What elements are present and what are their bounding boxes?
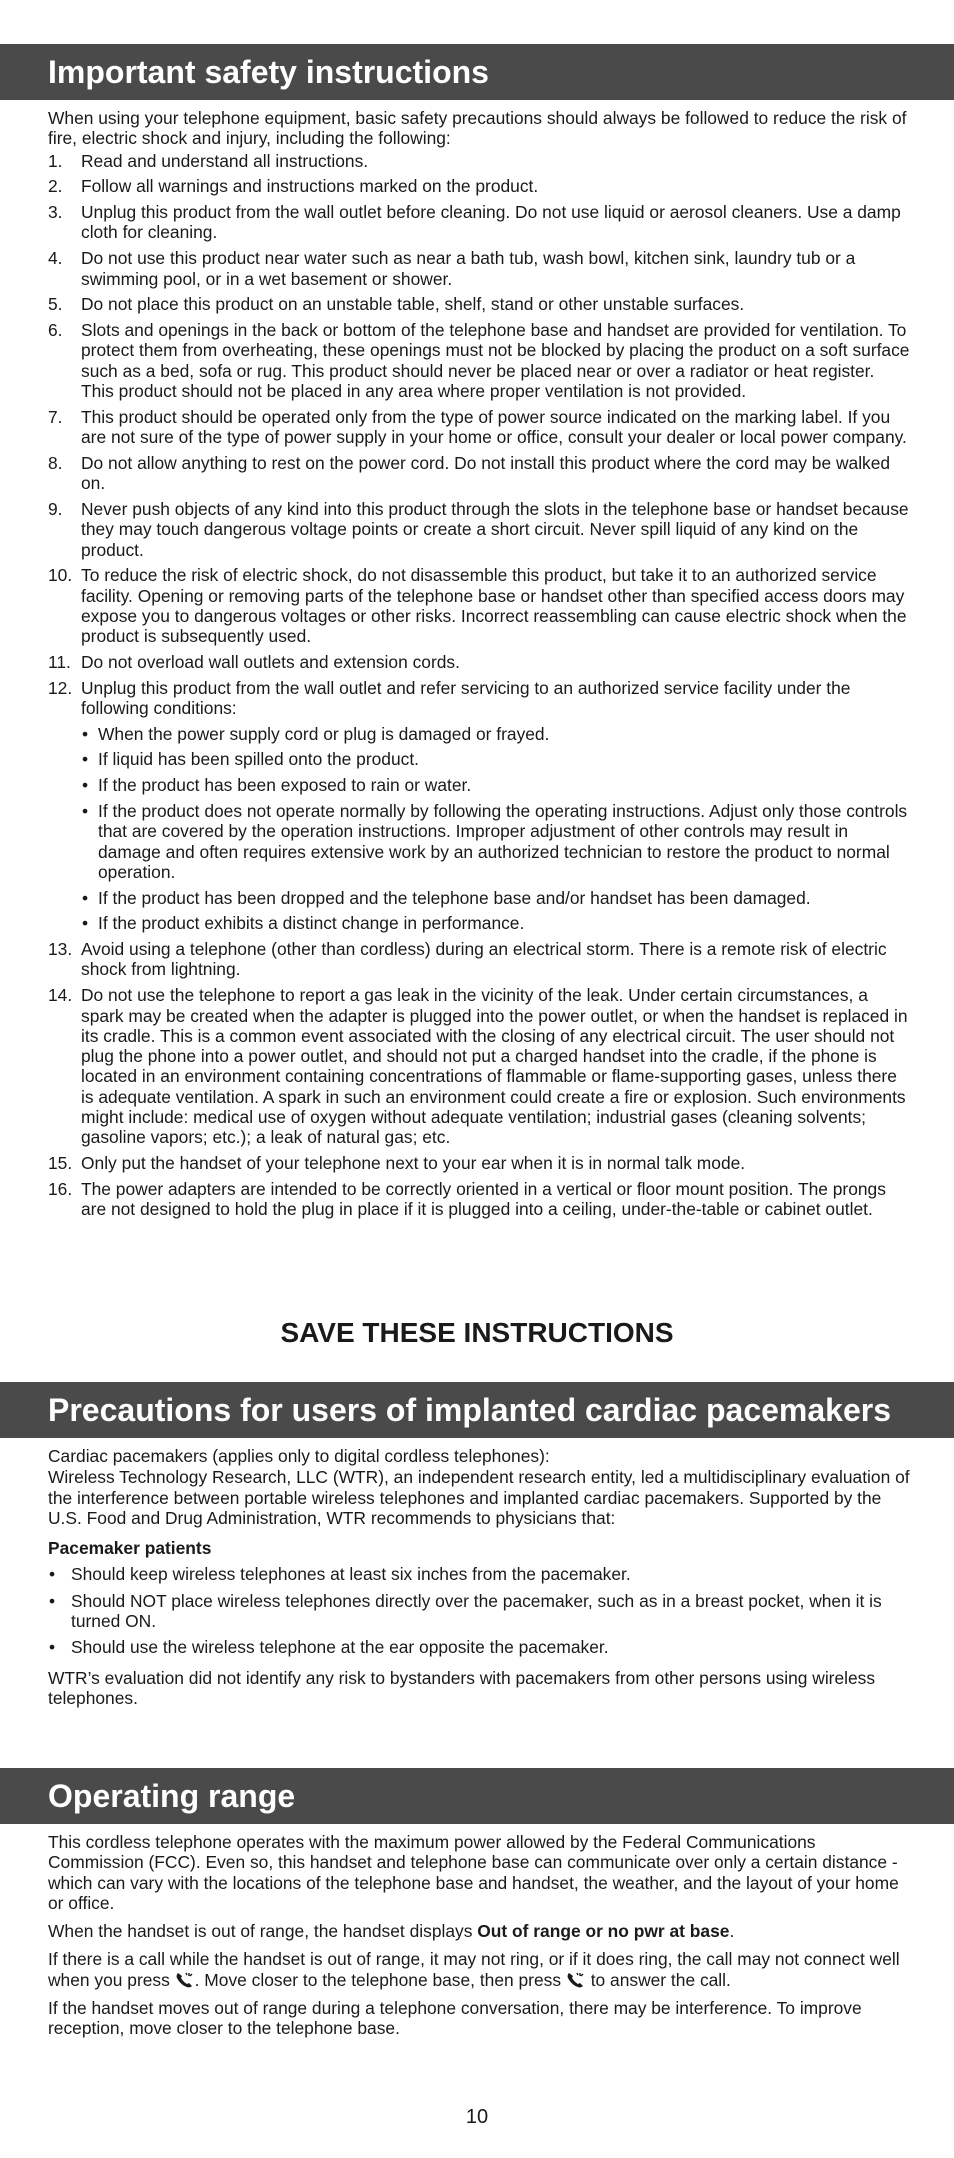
list-item-text: Slots and openings in the back or bottom of the telephone base and handset are provided for ventilation. To protect them from overheating, these openings must not be blocked by placing the product on a soft surface such as a bed, sofa or rug. This product should never be placed near or over a radiator or heat register. This product should not be placed in any area where proper ventilation is not provided. bbox=[81, 320, 910, 402]
list-item: • If liquid has been spilled onto the product. bbox=[81, 749, 910, 769]
list-item bbox=[48, 294, 910, 314]
list-item-number: 8. bbox=[48, 452, 63, 473]
range-para2-suffix: . bbox=[729, 1921, 735, 1942]
service-conditions-list bbox=[81, 724, 910, 934]
list-item bbox=[48, 678, 910, 934]
list-item bbox=[48, 985, 910, 1147]
list-item-text: Do not place this product on an unstable table, shelf, stand or other unstable surfaces. bbox=[81, 294, 745, 315]
list-item-number: 1. bbox=[48, 150, 63, 171]
list-item-text: Do not overload wall outlets and extension cords. bbox=[81, 652, 460, 673]
list-item bbox=[48, 407, 910, 448]
list-item-text: Do not allow anything to rest on the power cord. Do not install this product where the cord may be walked on. bbox=[81, 452, 891, 494]
list-item-text: Avoid using a telephone (other than cordless) during an electrical storm. There is a remote risk of electric shock from lightning. bbox=[81, 939, 887, 980]
pacemaker-line1: Cardiac pacemakers (applies only to digital cordless telephones): bbox=[48, 1446, 550, 1466]
list-item-text: Follow all warnings and instructions marked on the product. bbox=[81, 176, 539, 197]
safety-intro: When using your telephone equipment, basic safety precautions should always be followed to reduce the risk of fire, electric shock and injury, including the following: bbox=[48, 108, 907, 149]
list-item-number: 11. bbox=[48, 652, 71, 673]
list-item-text: Do not use the telephone to report a gas leak in the vicinity of the leak. Under certain circumstances, a spark may be created when the adapter is plugged into the power outlet, or when the handset is replaced in its cradle. This is a common event associated with the closing of any electrical circuit. The user should not plug the phone into a power outlet, and should not put a charged handset into the cradle, if the phone is located in an environment containing concentrations of flammable or flame-supporting gases, unless there is adequate ventilation. A spark in such an environment could create a fire or explosion. Such environments might include: medical use of oxygen without adequate ventilation; industrial gases (cleaning solvents; gasoline vapors; etc.); a leak of natural gas; etc. bbox=[81, 985, 908, 1148]
list-item-number: 16. bbox=[48, 1178, 73, 1199]
list-item bbox=[48, 248, 910, 289]
safety-list bbox=[48, 151, 910, 1220]
talk-phone-icon bbox=[175, 1971, 195, 1989]
list-item bbox=[48, 939, 910, 980]
list-item-text: Only put the handset of your telephone next to your ear when it is in normal talk mode. bbox=[81, 1153, 746, 1174]
section-title-pacemakers: Precautions for users of implanted cardiac pacemakers bbox=[48, 1392, 891, 1428]
list-item-number: 7. bbox=[48, 406, 63, 427]
pacemaker-para: Wireless Technology Research, LLC (WTR), an independent research entity, led a multidisciplinary evaluation of the interference between portable wireless telephones and implanted cardiac pacemakers. Supported by the U.S. Food and Drug Administration, WTR recommends to physicians that: bbox=[48, 1467, 910, 1528]
list-item: • Should NOT place wireless telephones directly over the pacemaker, such as in a breast pocket, when it is turned ON. bbox=[48, 1591, 910, 1632]
section-title-safety: Important safety instructions bbox=[48, 54, 489, 90]
list-item-text: Do not use this product near water such as near a bath tub, wash bowl, kitchen sink, laundry tub or a swimming pool, or in a wet basement or shower. bbox=[81, 248, 856, 289]
section-title-range: Operating range bbox=[48, 1778, 296, 1814]
list-item bbox=[48, 151, 910, 171]
list-item-number: 9. bbox=[48, 499, 63, 520]
pacemaker-subheading: Pacemaker patients bbox=[48, 1538, 212, 1559]
list-item: • If the product has been exposed to rain or water. bbox=[81, 775, 910, 795]
pacemaker-bullets bbox=[48, 1564, 910, 1657]
section-banner-safety bbox=[0, 44, 954, 100]
list-item: • If the product has been dropped and the telephone base and/or handset has been damaged. bbox=[81, 888, 910, 908]
page-number: 10 bbox=[465, 2106, 489, 2128]
list-item bbox=[48, 652, 910, 672]
list-item-text: This product should be operated only from the type of power source indicated on the marking label. If you are not sure of the type of power supply in your home or office, consult your dealer or local power company. bbox=[81, 406, 907, 448]
out-of-range-message: Out of range or no pwr at base bbox=[477, 1921, 730, 1942]
list-item bbox=[48, 1179, 910, 1220]
range-para1: This cordless telephone operates with the maximum power allowed by the Federal Communications Commission (FCC). Even so, this handset and telephone base can communicate over only a certain distance - which can vary with the locations of the telephone base and handset, the weather, and the layout of your home or office. bbox=[48, 1832, 899, 1913]
list-item bbox=[48, 565, 910, 646]
section-banner-range bbox=[0, 1768, 954, 1824]
section-banner-pacemakers bbox=[0, 1382, 954, 1438]
list-item-number: 3. bbox=[48, 202, 63, 223]
range-para3-part1: If there is a call while the handset is out of range, it may not ring, or if it does ring, the call may not connect well when you press bbox=[48, 1949, 900, 1990]
list-item-number: 15. bbox=[48, 1153, 73, 1174]
range-para2-prefix: When the handset is out of range, the handset displays bbox=[48, 1921, 478, 1942]
list-item: • If the product exhibits a distinct change in performance. bbox=[81, 913, 910, 933]
pacemaker-body bbox=[48, 1446, 910, 1714]
range-body bbox=[48, 1832, 910, 2045]
list-item-text: To reduce the risk of electric shock, do not disassemble this product, but take it to an authorized service facility. Opening or removing parts of the telephone base or handset other than specified access doors may expose you to dangerous voltages or other risks. Incorrect reassembling can cause electric shock when the product is subsequently used. bbox=[81, 565, 907, 647]
save-instructions: SAVE THESE INSTRUCTIONS bbox=[280, 1317, 674, 1348]
range-para3-part2: . Move closer to the telephone base, then press bbox=[194, 1969, 566, 1990]
list-item-text: Unplug this product from the wall outlet before cleaning. Do not use liquid or aerosol cleaners. Use a damp cloth for cleaning. bbox=[81, 202, 901, 243]
list-item bbox=[48, 320, 910, 401]
list-item bbox=[48, 499, 910, 560]
list-item bbox=[48, 453, 910, 494]
range-para4: If the handset moves out of range during a telephone conversation, there may be interference. To improve reception, move closer to the telephone base. bbox=[48, 1998, 862, 2039]
list-item: • If the product does not operate normally by following the operating instructions. Adjust only those controls that are covered by the operation instructions. Improper adjustment of other controls may result in damage and often requires extensive work by an authorized technician to restore the product to normal operation. bbox=[81, 801, 910, 882]
range-para3 bbox=[48, 1949, 910, 1990]
list-item bbox=[48, 1153, 910, 1173]
list-item: • Should keep wireless telephones at least six inches from the pacemaker. bbox=[48, 1564, 910, 1584]
list-item: • Should use the wireless telephone at the ear opposite the pacemaker. bbox=[48, 1637, 910, 1657]
list-item bbox=[48, 176, 910, 196]
list-item-text: Read and understand all instructions. bbox=[81, 150, 369, 171]
list-item-number: 6. bbox=[48, 320, 63, 341]
list-item-number: 13. bbox=[48, 939, 73, 960]
list-item-text: The power adapters are intended to be correctly oriented in a vertical or floor mount position. The prongs are not designed to hold the plug in place if it is plugged into a ceiling, under-the-table or cabinet outlet. bbox=[81, 1178, 886, 1220]
list-item: • When the power supply cord or plug is damaged or frayed. bbox=[81, 724, 910, 744]
list-item-number: 12. bbox=[48, 677, 73, 698]
list-item-number: 5. bbox=[48, 294, 63, 315]
safety-body bbox=[48, 108, 910, 1225]
list-item-number: 2. bbox=[48, 176, 63, 197]
range-para2 bbox=[48, 1921, 910, 1941]
list-item-number: 4. bbox=[48, 248, 63, 269]
talk-phone-icon bbox=[566, 1971, 586, 1989]
list-item-text: Unplug this product from the wall outlet and refer servicing to an authorized service facility under the following conditions: bbox=[81, 677, 851, 719]
list-item-number: 10. bbox=[48, 565, 73, 586]
range-para3-part3: to answer the call. bbox=[585, 1969, 731, 1990]
list-item-number: 14. bbox=[48, 985, 73, 1006]
pacemaker-closing: WTR’s evaluation did not identify any risk to bystanders with pacemakers from other persons using wireless telephones. bbox=[48, 1667, 876, 1708]
list-item-text: Never push objects of any kind into this product through the slots in the telephone base or handset because they may touch dangerous voltage points or create a short circuit. Never spill liquid of any kind on the product. bbox=[81, 499, 909, 560]
list-item bbox=[48, 202, 910, 243]
